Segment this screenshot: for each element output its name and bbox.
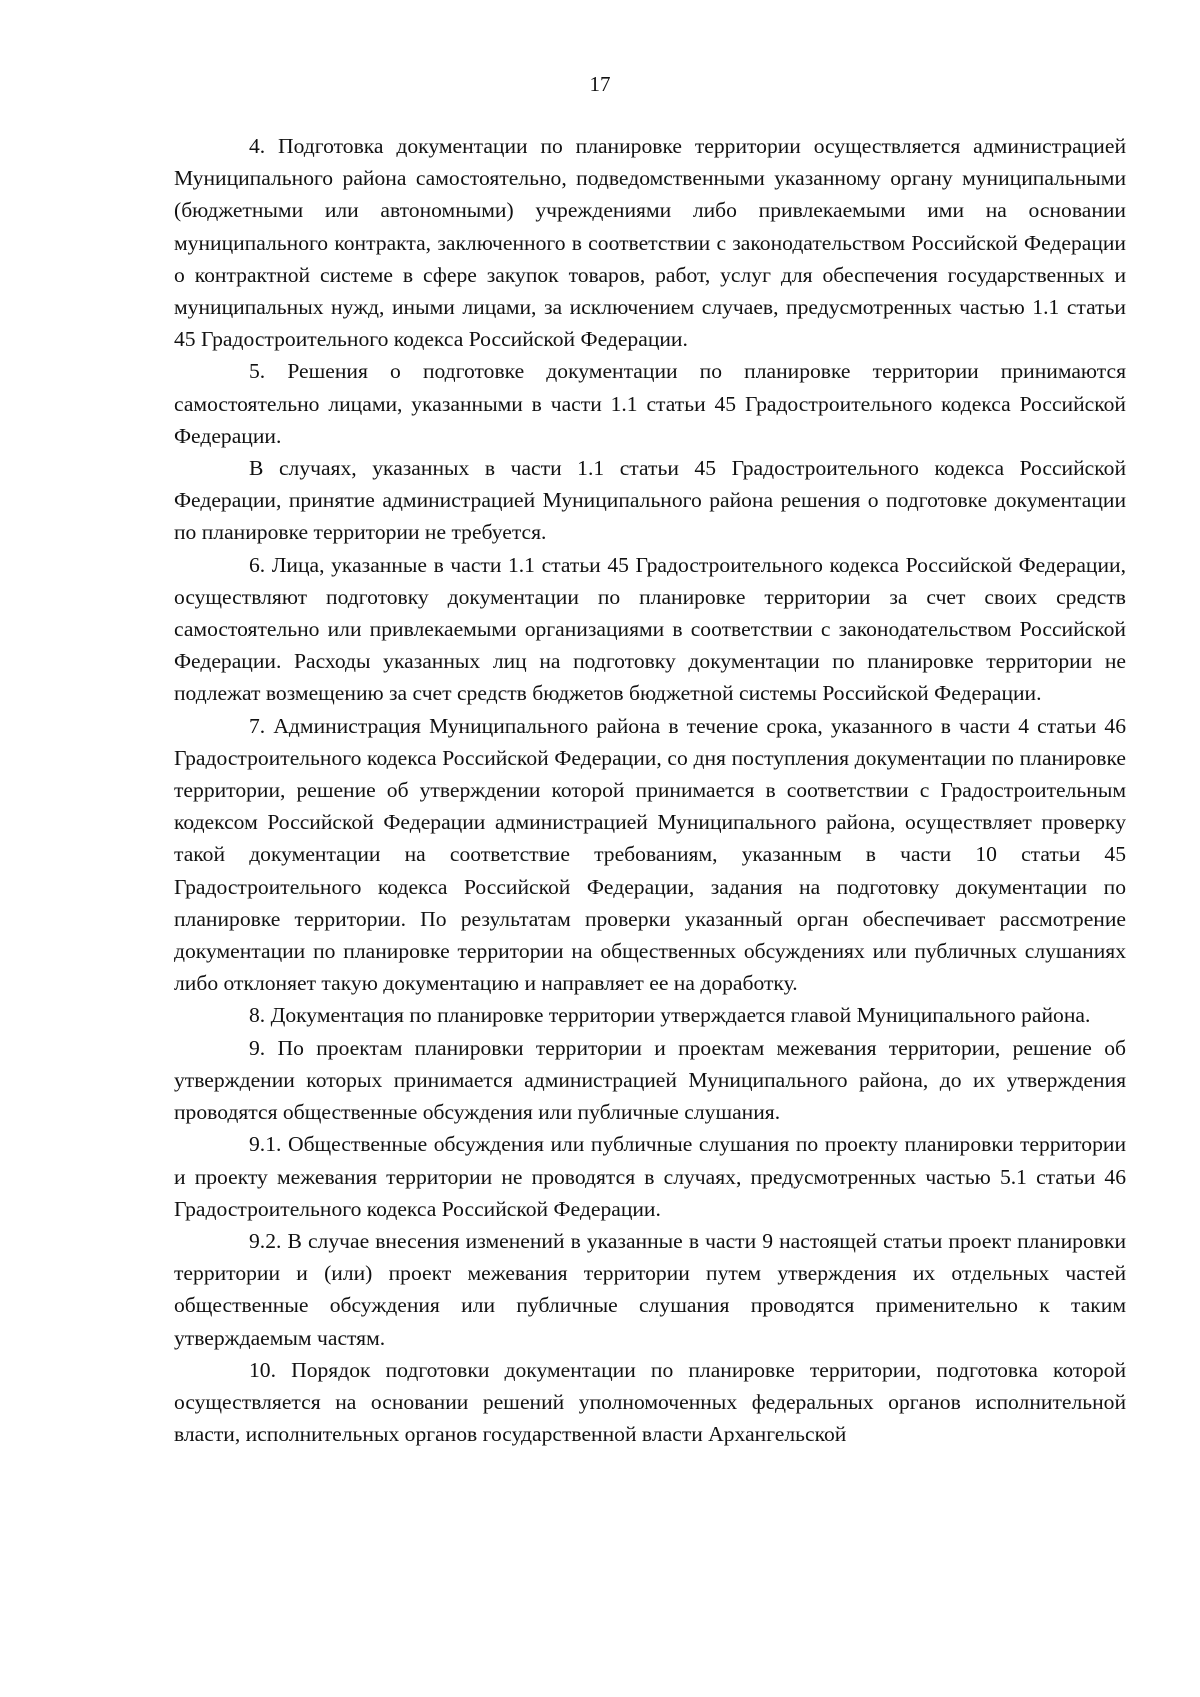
paragraph-7: 7. Администрация Муниципального района в течение срока, указанного в части 4 статьи 46 Градостроительного кодекса Российской Федерации, со дня поступления документации по планировке территории, решение об утверждении которой принимается в соответствии с Градостроительным кодексом Российской Федерации администрацией Муниципального района, осуществляет проверку такой документации на соответствие требованиям, указанным в части 10 статьи 45 Градостроительного кодекса Российской Федерации, задания на подготовку документации по планировке территории. По результатам проверки указанный орган обеспечивает рассмотрение документации по планировке территории на общественных обсуждениях или публичных слушаниях либо отклоняет такую документацию и направляет ее на доработку.: [174, 713, 1126, 996]
paragraph-5: 5. Решения о подготовке документации по планировке территории принимаются самостоятельно лицами, указанными в части 1.1 статьи 45 Градостроительного кодекса Российской Федерации.: [174, 359, 1126, 448]
paragraph-9-1: 9.1. Общественные обсуждения или публичные слушания по проекту планировки территории и проекту межевания территории не проводятся в случаях, предусмотренных частью 5.1 статьи 46 Градостроительного кодекса Российской Федерации.: [174, 1132, 1126, 1221]
document-body: [174, 130, 1126, 1450]
paragraph-10: 10. Порядок подготовки документации по планировке территории, подготовка которой осуществляется на основании решений уполномоченных федеральных органов исполнительной власти, исполнительных органов государственной власти Архангельской: [174, 1357, 1126, 1447]
paragraph-8: 8. Документация по планировке территории утверждается главой Муниципального района.: [249, 1003, 1091, 1028]
paragraph-9-2: 9.2. В случае внесения изменений в указанные в части 9 настоящей статьи проект планировки территории и (или) проект межевания территории путем утверждения их отдельных частей общественные обсуждения или публичные слушания проводятся применительно к таким утверждаемым частям.: [174, 1228, 1126, 1350]
paragraph-9: 9. По проектам планировки территории и проектам межевания территории, решение об утверждении которых принимается администрацией Муниципального района, до их утверждения проводятся общественные обсуждения или публичные слушания.: [174, 1035, 1126, 1125]
paragraph-5-continuation: В случаях, указанных в части 1.1 статьи 45 Градостроительного кодекса Российской Федерации, принятие администрацией Муниципального района решения о подготовке документации по планировке территории не требуется.: [174, 456, 1126, 545]
page-number: 17: [589, 72, 611, 96]
paragraph-4: 4. Подготовка документации по планировке территории осуществляется администрацией Муниципального района самостоятельно, подведомственными указанному органу муниципальными (бюджетными или автономными) учреждениями либо привлекаемыми ими на основании муниципального контракта, заключенного в соответствии с законодательством Российской Федерации о контрактной системе в сфере закупок товаров, работ, услуг для обеспечения государственных и муниципальных нужд, иными лицами, за исключением случаев, предусмотренных частью 1.1 статьи 45 Градостроительного кодекса Российской Федерации.: [174, 134, 1126, 352]
paragraph-6: 6. Лица, указанные в части 1.1 статьи 45 Градостроительного кодекса Российской Федерации, осуществляют подготовку документации по планировке территории за счет своих средств самостоятельно или привлекаемыми организациями в соответствии с законодательством Российской Федерации. Расходы указанных лиц на подготовку документации по планировке территории не подлежат возмещению за счет средств бюджетов бюджетной системы Российской Федерации.: [174, 552, 1126, 706]
